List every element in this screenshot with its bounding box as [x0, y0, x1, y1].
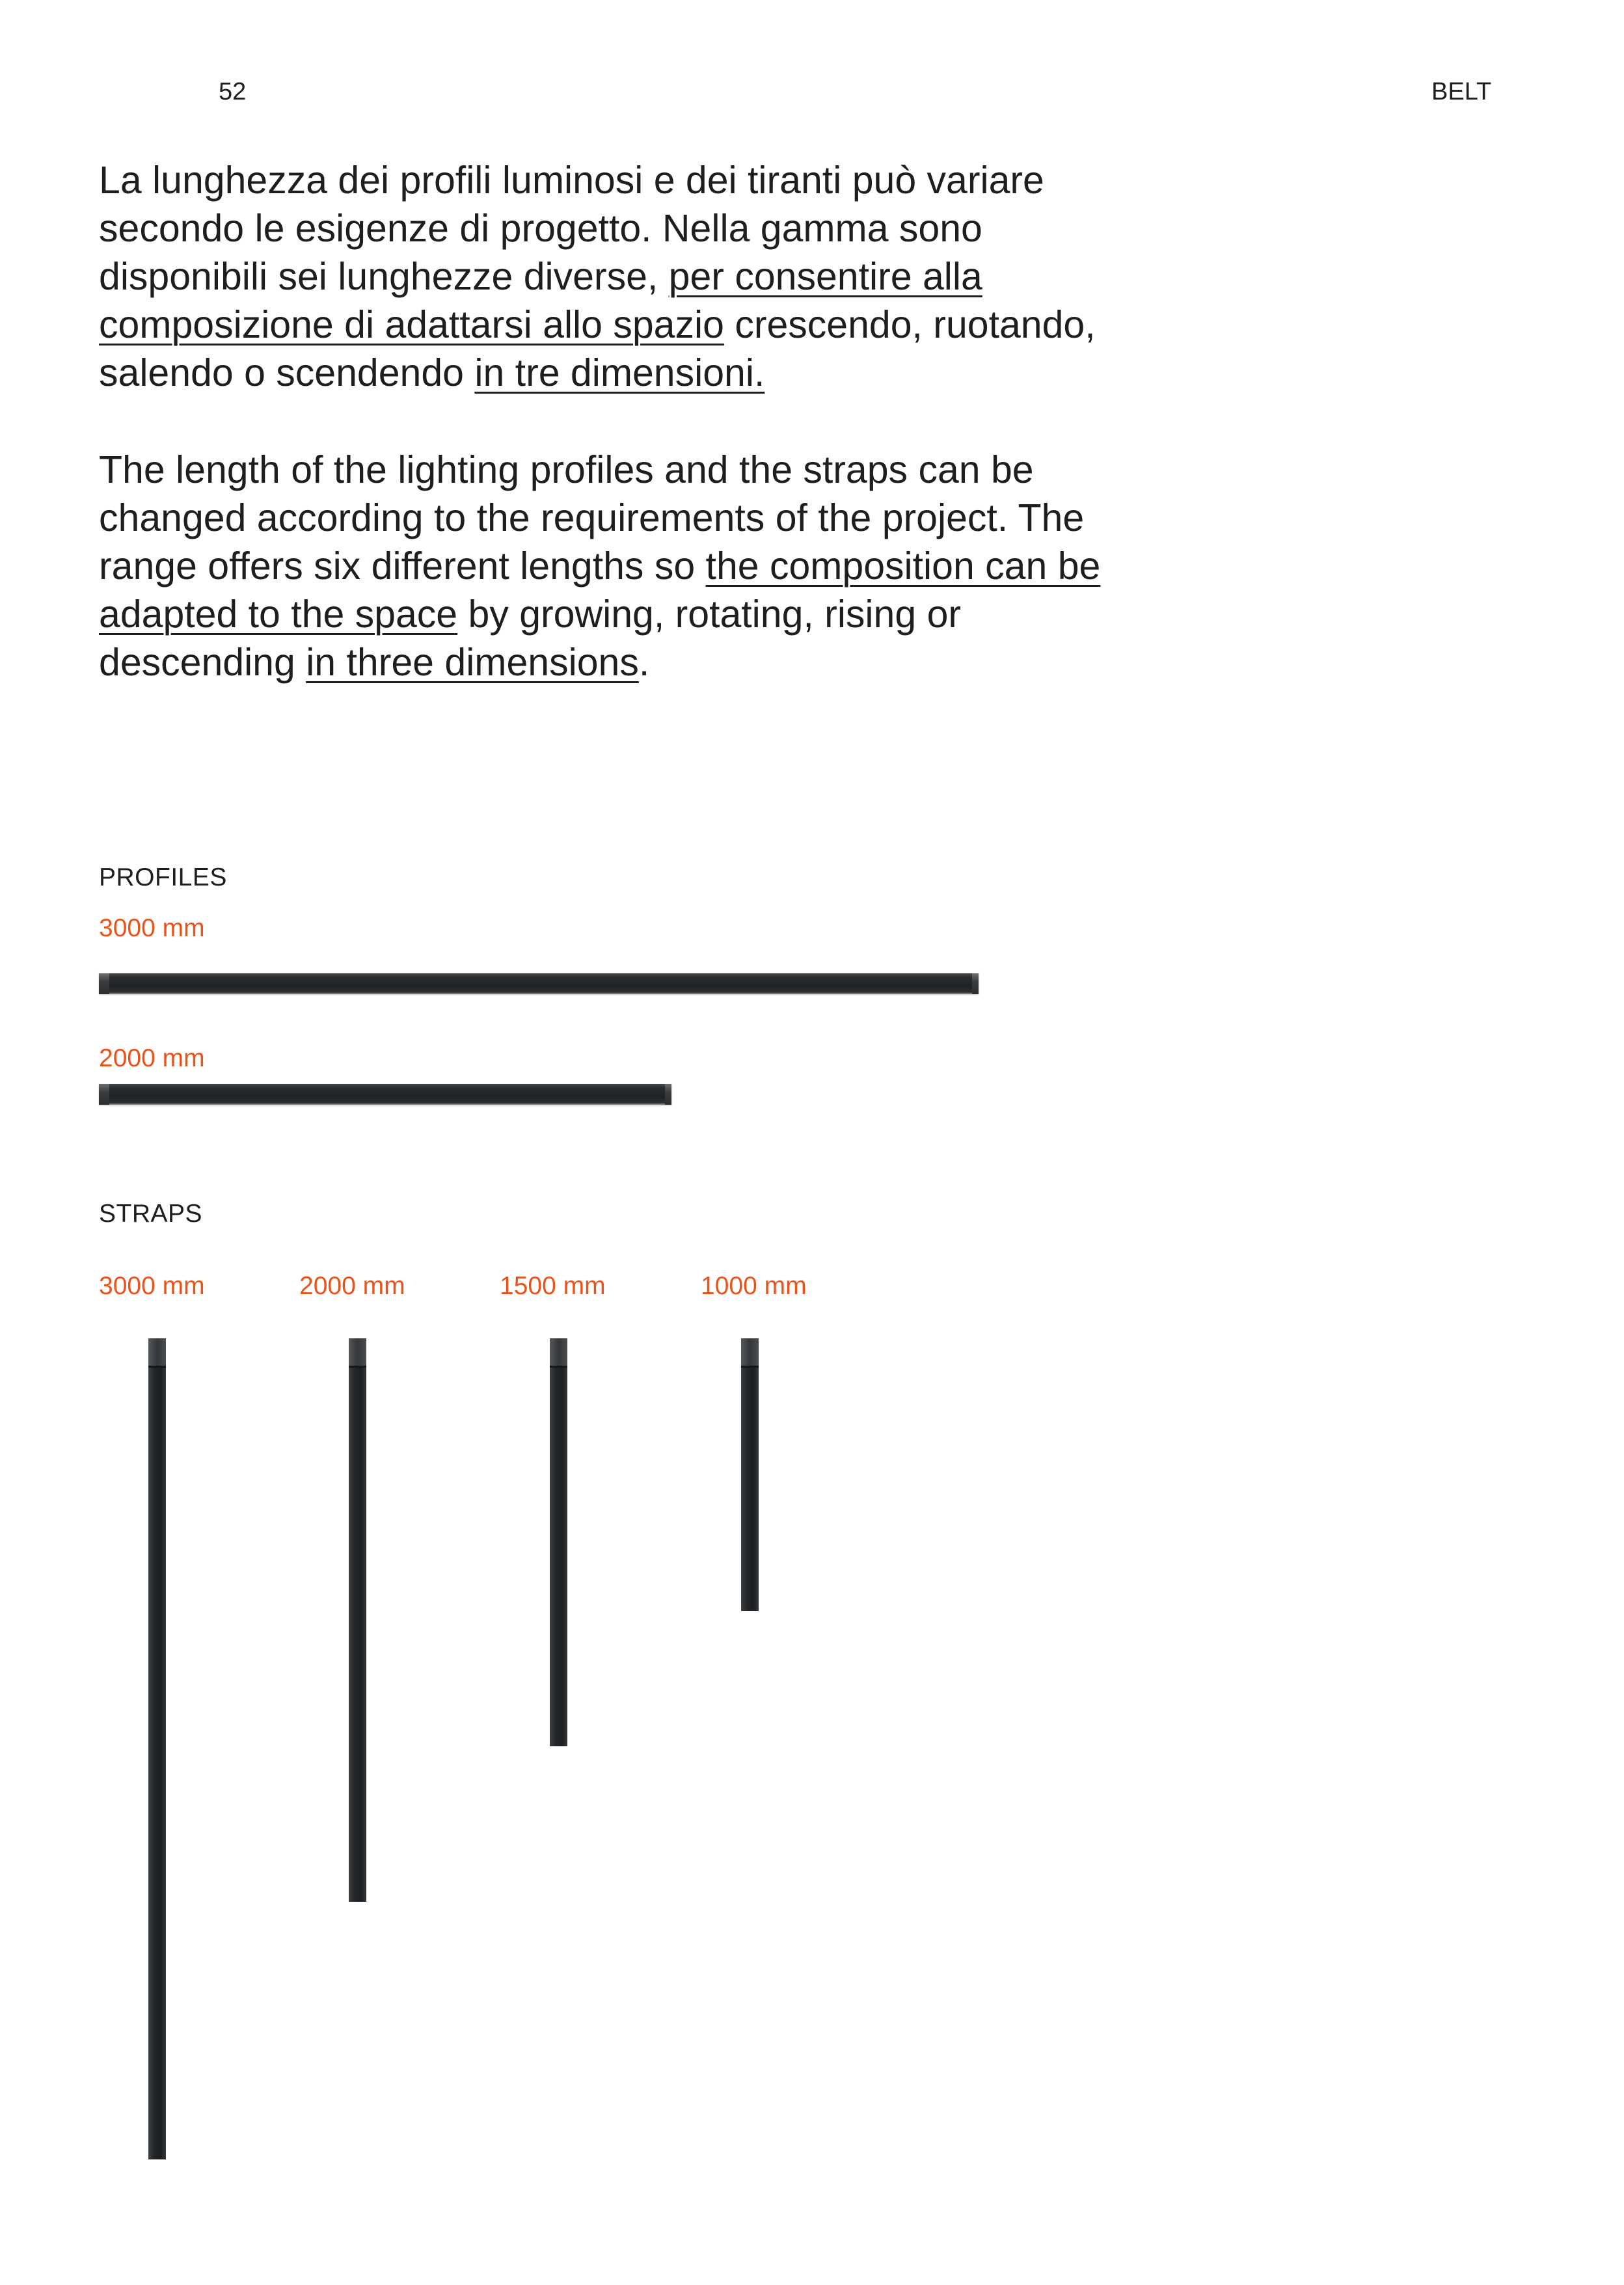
- english-underline-2: in three dimensions: [306, 641, 639, 684]
- straps-section-title: STRAPS: [99, 1200, 203, 1228]
- page-number: 52: [219, 78, 247, 105]
- italian-text-2: crescendo, ruotando, salendo o scendendo: [99, 303, 1096, 394]
- strap-1000-bar: [741, 1338, 759, 1611]
- profile-2000-label: 2000 mm: [99, 1044, 205, 1072]
- strap-2000-bar: [349, 1338, 366, 1902]
- italian-underline-2: in tre dimensioni.: [474, 351, 765, 394]
- strap-1500-label: 1500 mm: [500, 1272, 606, 1300]
- strap-3000-bar: [148, 1338, 166, 2159]
- strap-1000-label: 1000 mm: [701, 1272, 807, 1300]
- strap-2000-label: 2000 mm: [299, 1272, 405, 1300]
- profile-3000-bar: [99, 973, 979, 994]
- intro-paragraph-english: [99, 446, 1153, 686]
- english-text-2: by growing, rotating, rising or descending: [99, 593, 962, 684]
- english-underline-1: the composition can be adapted to the space: [99, 545, 1101, 636]
- profile-2000-bar: [99, 1084, 671, 1105]
- strap-3000-label: 3000 mm: [99, 1272, 205, 1300]
- english-text-1: The length of the lighting profiles and the straps can be changed according to the requirements of the project. The range offers six different lengths so: [99, 448, 1085, 588]
- italian-underline-1: per consentire alla composizione di adattarsi allo spazio: [99, 255, 982, 346]
- profile-3000-label: 3000 mm: [99, 914, 205, 942]
- italian-text-1: La lunghezza dei profili luminosi e dei tiranti può variare secondo le esigenze di progetto. Nella gamma sono disponibili sei lunghezze diverse,: [99, 159, 1044, 298]
- intro-paragraph-italian: [99, 156, 1153, 397]
- profiles-section-title: PROFILES: [99, 863, 227, 891]
- strap-1500-bar: [550, 1338, 567, 1746]
- english-text-3: .: [638, 641, 650, 684]
- brand-name: BELT: [1431, 78, 1492, 105]
